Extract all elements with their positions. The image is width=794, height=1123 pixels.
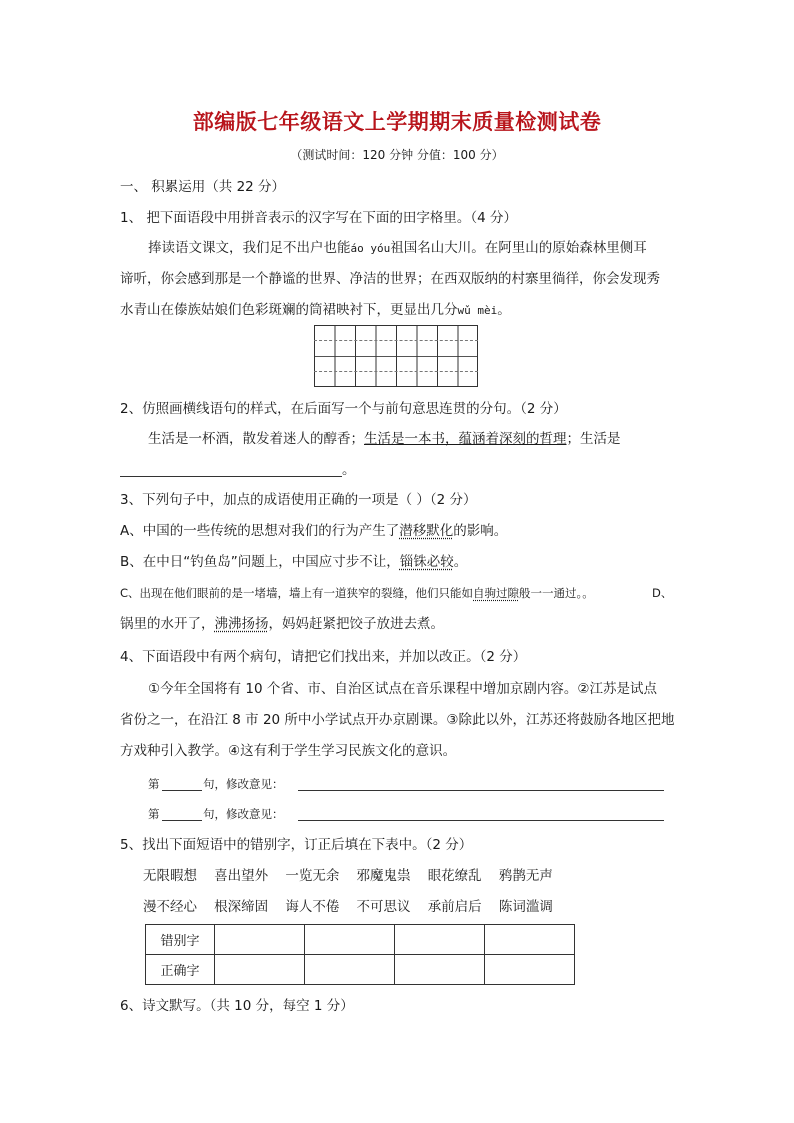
q3-option-d-label: D、 — [652, 586, 673, 600]
dotted-idiom: 锱铢必较 — [399, 554, 454, 570]
phrase-item: 诲人不倦 — [285, 899, 340, 915]
phrase-item: 根深缔固 — [214, 899, 269, 915]
phrase-item: 喜出望外 — [214, 868, 269, 884]
q4-answer-2-suffix: 句，修改意见： — [203, 807, 284, 821]
phrase-item: 陈词滥调 — [498, 899, 553, 915]
phrase-item: 鸦鹊无声 — [498, 868, 553, 884]
q4-stem: 4、下面语段中有两个病句，请把它们找出来，并加以改正。（2 分） — [120, 649, 527, 665]
dotted-idiom: 自驹过隙 — [473, 586, 520, 600]
phrase-item: 承前启后 — [427, 899, 482, 915]
q5-stem: 5、找出下面短语中的错别字，订正后填在下表中。（2 分） — [120, 837, 473, 853]
answer-cell[interactable] — [305, 955, 395, 985]
section-heading: 一、 积累运用（共 22 分） — [120, 179, 286, 195]
q6-stem: 6、诗文默写。（共 10 分，每空 1 分） — [120, 998, 354, 1014]
q1-passage-line3: 水青山在傣族姑娘们色彩斑斓的筒裙映衬下，更显出几分wǔ mèi。 — [120, 302, 511, 318]
exam-info: （测试时间：120 分钟 分值：100 分） — [290, 148, 504, 162]
table-row — [146, 925, 575, 955]
q4-passage-line2: 省份之一，在沿江 8 市 20 所中小学试点开办京剧课。③除此以外，江苏还将鼓励各地区把地 — [120, 712, 675, 728]
pinyin-wumei: wǔ mèi — [457, 304, 498, 317]
q2-answer-blank[interactable] — [120, 476, 342, 477]
q4-sentence-number-blank[interactable] — [162, 820, 202, 821]
q2-stem: 2、仿照画横线语句的样式，在后面写一个与前句意思连贯的分句。（2 分） — [120, 401, 567, 417]
phrase-item: 一览无余 — [285, 868, 340, 884]
answer-cell[interactable] — [395, 925, 485, 955]
q5-phrase-row1 — [143, 867, 553, 885]
phrase-item: 无限暇想 — [143, 868, 197, 884]
q2-end-mark: 。 — [342, 462, 356, 478]
q3-stem: 3、下列句子中，加点的成语使用正确的一项是（ ）（2 分） — [120, 492, 477, 508]
dotted-idiom: 沸沸扬扬 — [214, 616, 269, 632]
q1-passage-line1: 捧读语文课文，我们足不出户也能áo yóu祖国名山大川。在阿里山的原始森林里侧耳 — [148, 240, 647, 256]
q5-phrase-row2 — [143, 898, 553, 916]
answer-cell[interactable] — [215, 955, 305, 985]
q3-option-b: B、在中日“钓鱼岛”问题上，中国应寸步不让，锱铢必较。 — [120, 554, 468, 570]
phrase-item: 漫不经心 — [143, 899, 197, 915]
answer-cell[interactable] — [305, 925, 395, 955]
phrase-item: 邪魔鬼祟 — [356, 868, 411, 884]
q3-option-d: 锅里的水开了，沸沸扬扬，妈妈赶紧把饺子放进去煮。 — [120, 616, 444, 632]
dotted-idiom: 潜移默化 — [399, 523, 454, 539]
answer-cell[interactable] — [485, 955, 575, 985]
q3-option-a: A、中国的一些传统的思想对我们的行为产生了潜移默化的影响。 — [120, 523, 508, 539]
phrase-item: 眼花缭乱 — [427, 868, 482, 884]
q4-passage-line1: ①今年全国将有 10 个省、市、自治区试点在音乐课程中增加京剧内容。②江苏是试点 — [148, 681, 657, 697]
table-row — [146, 955, 575, 985]
pinyin-aoyou: áo yóu — [350, 242, 391, 255]
q1-stem: 1、 把下面语段中用拼音表示的汉字写在下面的田字格里。（4 分） — [120, 210, 518, 226]
tianzige-grid[interactable] — [314, 325, 478, 387]
q3-option-c: C、出现在他们眼前的是一堵墙，墙上有一道狭窄的裂缝，他们只能如自驹过隙般一一通过。。 — [120, 586, 594, 600]
q4-revision-blank[interactable] — [298, 790, 664, 791]
phrase-item: 不可思议 — [356, 899, 411, 915]
grid-guide-line — [314, 340, 478, 341]
grid-guide-line — [314, 371, 478, 372]
table-header-correct: 正确字 — [146, 955, 215, 985]
q4-sentence-number-blank[interactable] — [162, 790, 202, 791]
q1-passage-line2: 谛听，你会感到那是一个静谧的世界、净洁的世界；在西双版纳的村寨里徜徉，你会发现秀 — [120, 271, 660, 287]
page-title: 部编版七年级语文上学期期末质量检测试卷 — [192, 109, 602, 134]
underlined-example: 生活是一本书，蕴涵着深刻的哲理 — [364, 431, 567, 447]
correction-table — [145, 924, 575, 985]
q4-passage-line3: 方戏种引入教学。④这有利于学生学习民族文化的意识。 — [120, 743, 457, 759]
q4-answer-2-prefix: 第 — [148, 807, 160, 821]
answer-cell[interactable] — [215, 925, 305, 955]
q4-revision-blank[interactable] — [298, 820, 664, 821]
answer-cell[interactable] — [395, 955, 485, 985]
table-header-wrong: 错别字 — [146, 925, 215, 955]
q4-answer-1-prefix: 第 — [148, 777, 160, 791]
answer-cell[interactable] — [485, 925, 575, 955]
q4-answer-1-suffix: 句，修改意见： — [203, 777, 284, 791]
q2-sentence: 生活是一杯酒，散发着迷人的醇香；生活是一本书，蕴涵着深刻的哲理；生活是 — [148, 431, 621, 447]
